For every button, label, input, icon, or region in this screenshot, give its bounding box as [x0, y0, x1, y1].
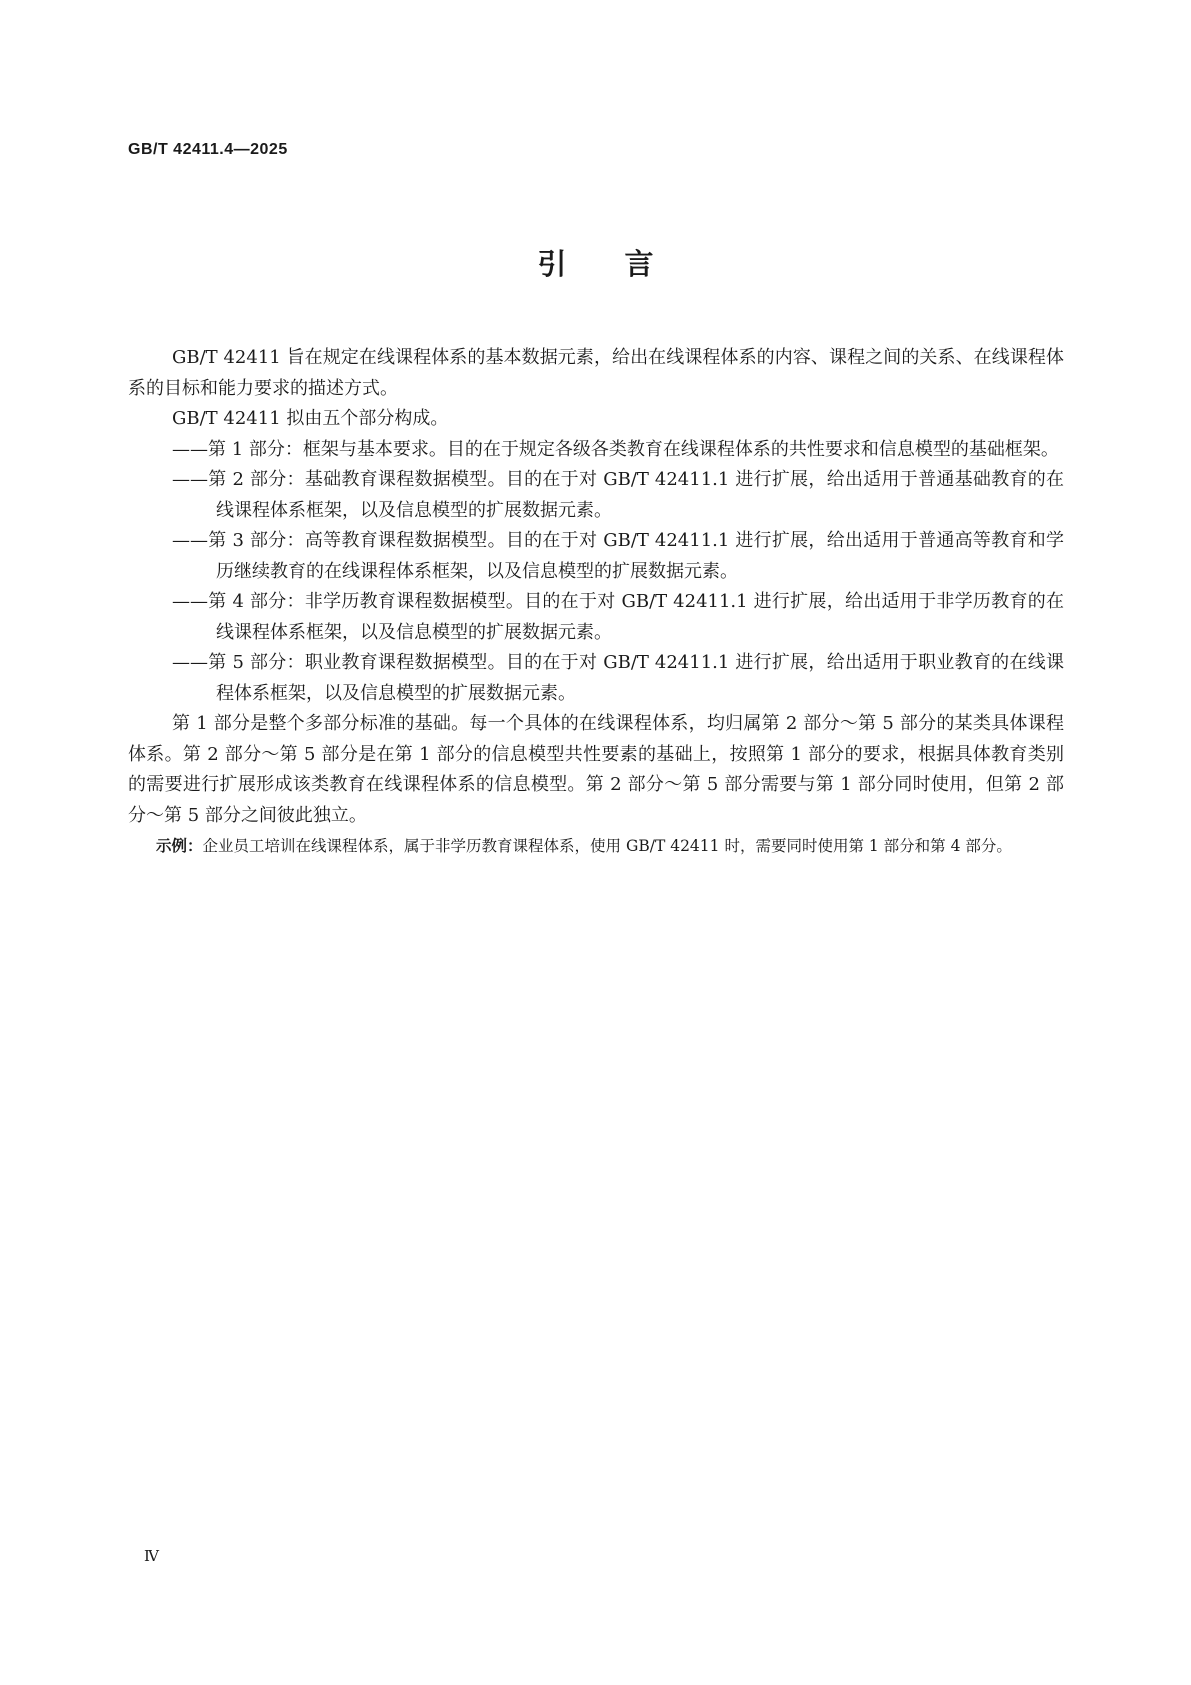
part-list-item-3: ——第 3 部分：高等教育课程数据模型。目的在于对 GB/T 42411.1 进行扩展，给出适用于普通高等教育和学历继续教育的在线课程体系框架，以及信息模型的扩展数据元素。 [172, 530, 1064, 582]
page-number: Ⅳ [144, 1547, 159, 1565]
parts-relationship-paragraph: 第 1 部分是整个多部分标准的基础。每一个具体的在线课程体系，均归属第 2 部分～第 5 部分的某类具体课程体系。第 2 部分～第 5 部分是在第 1 部分的信息模型共性要素的基础上，按照第 1 部分的要求，根据具体教育类别的需要进行扩展形成该类教育在线课程体系的信息模型。第 2 部分～第 5 部分需要与第 1 部分同时使用，但第 2 部分～第 5 部分之间彼此独立。 [128, 713, 1064, 826]
introduction-body [128, 343, 1064, 860]
example-label: 示例： [156, 837, 203, 855]
page-title: 引言 [537, 247, 712, 281]
intro-paragraph-scope: GB/T 42411 旨在规定在线课程体系的基本数据元素，给出在线课程体系的内容、课程之间的关系、在线课程体系的目标和能力要求的描述方式。 [128, 347, 1064, 399]
standard-code: GB/T 42411.4—2025 [128, 141, 288, 158]
part-list-item-2: ——第 2 部分：基础教育课程数据模型。目的在于对 GB/T 42411.1 进行扩展，给出适用于普通基础教育的在线课程体系框架，以及信息模型的扩展数据元素。 [172, 469, 1064, 521]
part-list-item-1: ——第 1 部分：框架与基本要求。目的在于规定各级各类教育在线课程体系的共性要求和信息模型的基础框架。 [172, 438, 1059, 460]
intro-paragraph-structure: GB/T 42411 拟由五个部分构成。 [172, 408, 449, 429]
example-text: 企业员工培训在线课程体系，属于非学历教育课程体系，使用 GB/T 42411 时，需要同时使用第 1 部分和第 4 部分。 [202, 837, 1012, 855]
example-note [128, 833, 1064, 860]
part-list-item-4: ——第 4 部分：非学历教育课程数据模型。目的在于对 GB/T 42411.1 进行扩展，给出适用于非学历教育的在线课程体系框架，以及信息模型的扩展数据元素。 [172, 591, 1064, 643]
part-list-item-5: ——第 5 部分：职业教育课程数据模型。目的在于对 GB/T 42411.1 进行扩展，给出适用于职业教育的在线课程体系框架，以及信息模型的扩展数据元素。 [172, 652, 1064, 704]
